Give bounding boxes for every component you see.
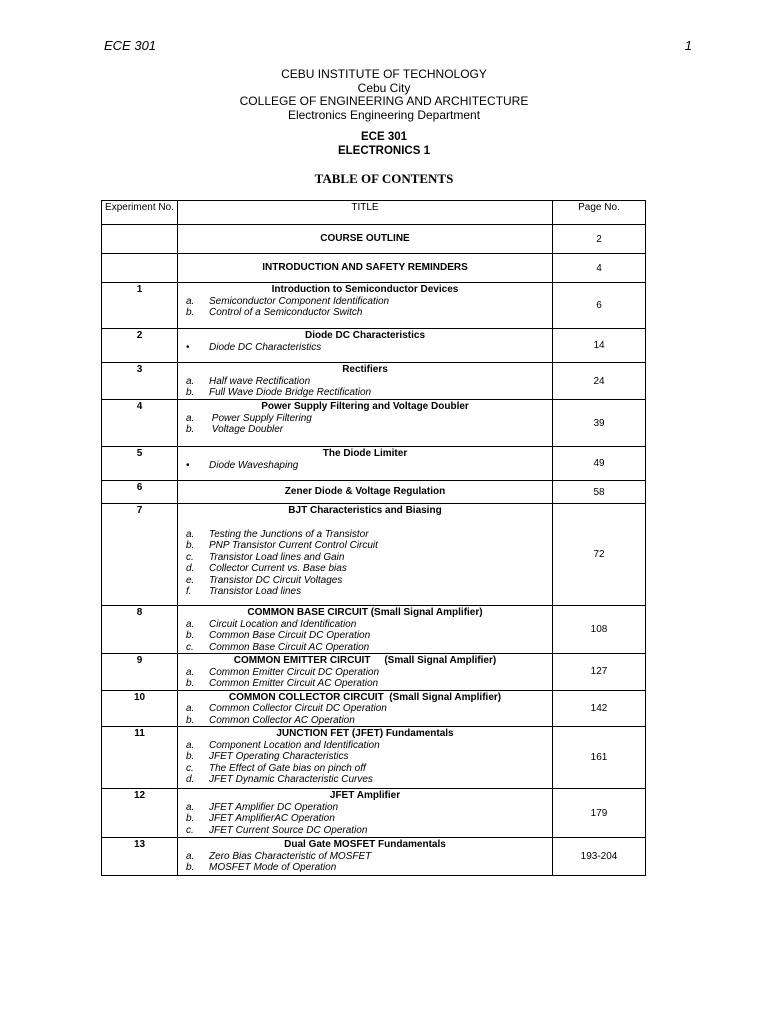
course-name: ELECTRONICS 1: [337, 145, 430, 157]
subtopic-text: Half wave Rectification: [209, 375, 311, 387]
experiment-title-cell: [178, 363, 553, 400]
subtopic-label: d.: [186, 774, 195, 785]
toc-row: [102, 504, 646, 606]
page-number-cell: 24: [553, 363, 646, 400]
subtopic-label: d.: [186, 563, 195, 574]
experiment-title-cell: [178, 789, 553, 838]
subtopic-label: b.: [186, 540, 195, 551]
toc-row: [102, 690, 646, 727]
header-experiment-no: Experiment No.: [102, 201, 178, 225]
subtopic-label: a.: [186, 850, 195, 862]
page-number-cell: 142: [553, 690, 646, 727]
subtopic-item: [183, 703, 552, 715]
page-number-cell: 72: [553, 504, 646, 606]
college-name: COLLEGE OF ENGINEERING AND ARCHITECTURE: [239, 94, 529, 108]
subtopic-list: [178, 296, 552, 319]
subtopic-text: Testing the Junctions of a Transistor: [209, 528, 369, 540]
subtopic-text: JFET AmplifierAC Operation: [209, 813, 335, 824]
subtopic-label: b.: [186, 678, 195, 689]
experiment-number: 3: [102, 363, 178, 400]
subtopic-text: Semiconductor Component Identification: [209, 295, 390, 307]
experiment-title-cell: [178, 254, 553, 283]
experiment-number: 4: [102, 400, 178, 447]
section-title: INTRODUCTION AND SAFETY REMINDERS: [262, 262, 468, 274]
experiment-number: 13: [102, 838, 178, 876]
subtopic-item: [183, 460, 552, 472]
page-number-cell: 6: [553, 283, 646, 329]
subtopic-text: The Effect of Gate bias on pinch off: [209, 762, 366, 774]
institution-city: Cebu City: [357, 80, 411, 95]
subtopic-item: [183, 825, 552, 837]
page-number-cell: 2: [553, 225, 646, 254]
experiment-title-cell: [178, 329, 553, 363]
toc-header-row: [102, 201, 646, 225]
toc-heading: TABLE OF CONTENTS: [314, 171, 454, 186]
toc-row: [102, 329, 646, 363]
page-number-cell: 39: [553, 400, 646, 447]
subtopic-label: a.: [186, 703, 195, 714]
experiment-number: [102, 225, 178, 254]
toc-row: [102, 654, 646, 691]
subtopic-item: [183, 575, 552, 587]
section-title: COMMON BASE CIRCUIT (Small Signal Amplifier): [247, 607, 483, 618]
toc-row: [102, 838, 646, 876]
page-number-cell: 193-204: [553, 838, 646, 876]
running-head-course: ECE 301: [104, 38, 157, 53]
subtopic-item: [183, 296, 552, 308]
subtopic-label: •: [186, 459, 190, 471]
page-number-cell: 58: [553, 481, 646, 504]
experiment-title-cell: [178, 654, 553, 691]
experiment-number: 6: [102, 481, 178, 504]
section-title: Zener Diode & Voltage Regulation: [284, 486, 446, 498]
toc-row: [102, 254, 646, 283]
subtopic-item: [183, 387, 552, 399]
subtopic-label: b.: [186, 862, 195, 873]
subtopic-label: a.: [186, 666, 195, 678]
section-title: Rectifiers: [342, 364, 388, 375]
subtopic-label: b.: [186, 387, 195, 398]
subtopic-list: [178, 342, 552, 354]
subtopic-item: [183, 307, 552, 319]
subtopic-text: JFET Current Source DC Operation: [209, 824, 368, 836]
subtopic-item: [183, 751, 552, 763]
experiment-number: 7: [102, 504, 178, 606]
section-title: COMMON EMITTER CIRCUIT (Small Signal Amplifier): [233, 655, 497, 666]
subtopic-text: Voltage Doubler: [209, 424, 284, 435]
subtopic-text: Common Collector AC Operation: [209, 714, 355, 726]
subtopic-item: [183, 342, 552, 354]
toc-row: [102, 606, 646, 654]
subtopic-label: a.: [186, 295, 195, 307]
course-code: ECE 301: [360, 131, 408, 143]
subtopic-label: b.: [186, 630, 195, 641]
experiment-title-cell: [178, 838, 553, 876]
section-title: Power Supply Filtering and Voltage Doubler: [261, 401, 469, 412]
subtopic-label: c.: [186, 641, 194, 653]
subtopic-label: a.: [186, 412, 195, 424]
subtopic-list: [178, 376, 552, 399]
experiment-title-cell: [178, 400, 553, 447]
subtopic-label: a.: [186, 801, 195, 813]
section-title: COMMON COLLECTOR CIRCUIT (Small Signal Amplifier): [228, 691, 502, 703]
subtopic-label: b.: [186, 751, 195, 762]
subtopic-list: [178, 413, 552, 436]
subtopic-text: Transistor Load lines: [209, 586, 302, 597]
subtopic-text: Diode Waveshaping: [209, 459, 299, 471]
subtopic-item: [183, 774, 552, 786]
subtopic-text: Circuit Location and Identification: [209, 618, 357, 630]
experiment-number: 12: [102, 789, 178, 838]
course-block: [0, 130, 768, 158]
subtopic-label: •: [186, 341, 190, 353]
institution-name: CEBU INSTITUTE OF TECHNOLOGY: [281, 67, 487, 81]
subtopic-text: Component Location and Identification: [209, 739, 380, 751]
subtopic-list: [178, 740, 552, 786]
subtopic-text: Full Wave Diode Bridge Rectification: [209, 387, 372, 398]
subtopic-text: PNP Transistor Current Control Circuit: [209, 540, 378, 551]
toc-row: [102, 481, 646, 504]
toc-row: [102, 727, 646, 789]
subtopic-label: a.: [186, 739, 195, 751]
experiment-title-cell: [178, 447, 553, 481]
section-title: Introduction to Semiconductor Devices: [271, 284, 459, 295]
section-title: Diode DC Characteristics: [304, 330, 426, 341]
toc-row: [102, 363, 646, 400]
experiment-title-cell: [178, 727, 553, 789]
subtopic-text: Collector Current vs. Base bias: [209, 563, 347, 574]
subtopic-label: b.: [186, 714, 195, 726]
subtopic-list: [178, 619, 552, 654]
subtopic-item: [183, 529, 552, 541]
page-number-cell: 161: [553, 727, 646, 789]
subtopic-text: Control of a Semiconductor Switch: [209, 307, 363, 318]
subtopic-list: [178, 802, 552, 837]
subtopic-text: Common Base Circuit AC Operation: [209, 641, 370, 653]
subtopic-text: Common Base Circuit DC Operation: [209, 630, 371, 641]
subtopic-text: Common Emitter Circuit AC Operation: [209, 678, 379, 689]
subtopic-text: JFET Dynamic Characteristic Curves: [209, 774, 373, 785]
experiment-number: 5: [102, 447, 178, 481]
page-number-cell: 179: [553, 789, 646, 838]
subtopic-item: [183, 667, 552, 679]
subtopic-list: [178, 529, 552, 598]
section-title: JFET Amplifier: [329, 790, 401, 801]
subtopic-item: [183, 630, 552, 642]
toc-row: [102, 789, 646, 838]
subtopic-item: [183, 715, 552, 727]
toc-table: [101, 200, 646, 876]
toc-row: [102, 283, 646, 329]
subtopic-item: [183, 552, 552, 564]
subtopic-text: Common Emitter Circuit DC Operation: [209, 666, 380, 678]
subtopic-item: [183, 678, 552, 690]
subtopic-item: [183, 413, 552, 425]
subtopic-item: [183, 740, 552, 752]
page-number-cell: 4: [553, 254, 646, 283]
page-number: 1: [684, 38, 692, 53]
experiment-number: 10: [102, 690, 178, 727]
experiment-title-cell: [178, 690, 553, 727]
experiment-number: 11: [102, 727, 178, 789]
subtopic-text: Transistor Load lines and Gain: [209, 551, 345, 563]
header-title: TITLE: [178, 201, 553, 225]
section-title: BJT Characteristics and Biasing: [288, 505, 442, 516]
header-page-no: Page No.: [553, 201, 646, 225]
subtopic-list: [178, 851, 552, 874]
subtopic-label: f.: [186, 586, 192, 597]
subtopic-label: c.: [186, 551, 194, 563]
experiment-title-cell: [178, 283, 553, 329]
subtopic-item: [183, 619, 552, 631]
subtopic-item: [183, 802, 552, 814]
section-title: The Diode Limiter: [322, 448, 408, 459]
subtopic-text: Common Collector Circuit DC Operation: [209, 703, 387, 714]
subtopic-label: b.: [186, 307, 195, 318]
subtopic-label: a.: [186, 375, 195, 387]
toc-row: [102, 447, 646, 481]
subtopic-list: [178, 667, 552, 690]
experiment-number: 8: [102, 606, 178, 654]
subtopic-text: MOSFET Mode of Operation: [209, 862, 337, 873]
subtopic-text: Zero Bias Characteristic of MOSFET: [209, 850, 372, 862]
section-title: COURSE OUTLINE: [320, 233, 410, 245]
subtopic-list: [178, 460, 552, 472]
experiment-number: 9: [102, 654, 178, 691]
institution-block: [0, 68, 768, 122]
subtopic-label: a.: [186, 618, 195, 630]
subtopic-text: Power Supply Filtering: [209, 412, 312, 424]
section-title: JUNCTION FET (JFET) Fundamentals: [276, 728, 454, 739]
subtopic-text: JFET Operating Characteristics: [209, 751, 349, 762]
page-number-cell: 108: [553, 606, 646, 654]
subtopic-item: [183, 763, 552, 775]
subtopic-label: c.: [186, 824, 194, 836]
subtopic-item: [183, 586, 552, 598]
experiment-number: 1: [102, 283, 178, 329]
section-title: Dual Gate MOSFET Fundamentals: [284, 839, 446, 850]
subtopic-text: Diode DC Characteristics: [209, 341, 322, 353]
subtopic-label: b.: [186, 813, 195, 824]
subtopic-label: e.: [186, 574, 195, 586]
experiment-title-cell: [178, 481, 553, 504]
experiment-title-cell: [178, 606, 553, 654]
subtopic-item: [183, 813, 552, 825]
toc-row: [102, 400, 646, 447]
subtopic-item: [183, 376, 552, 388]
page-number-cell: 127: [553, 654, 646, 691]
subtopic-text: JFET Amplifier DC Operation: [209, 801, 339, 813]
toc-row: [102, 225, 646, 254]
subtopic-item: [183, 540, 552, 552]
subtopic-item: [183, 563, 552, 575]
subtopic-label: c.: [186, 762, 194, 774]
subtopic-item: [183, 424, 552, 436]
experiment-number: [102, 254, 178, 283]
subtopic-text: Transistor DC Circuit Voltages: [209, 574, 343, 586]
subtopic-item: [183, 642, 552, 654]
subtopic-item: [183, 862, 552, 874]
subtopic-label: a.: [186, 528, 195, 540]
experiment-title-cell: [178, 504, 553, 606]
department-name: Electronics Engineering Department: [287, 107, 481, 122]
subtopic-list: [178, 703, 552, 726]
page-number-cell: 49: [553, 447, 646, 481]
subtopic-label: b.: [186, 424, 195, 435]
experiment-number: 2: [102, 329, 178, 363]
experiment-title-cell: [178, 225, 553, 254]
subtopic-item: [183, 851, 552, 863]
page-number-cell: 14: [553, 329, 646, 363]
